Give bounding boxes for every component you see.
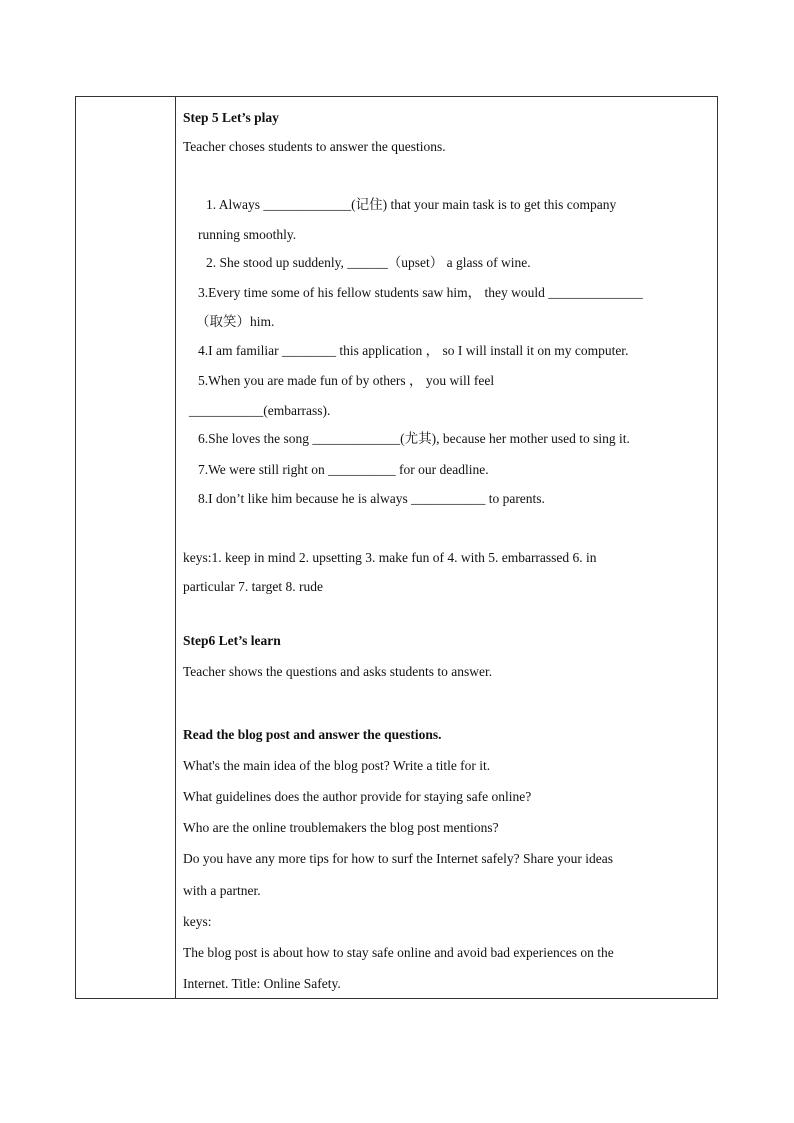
- step6-keys-label: keys:: [183, 914, 212, 929]
- table-left-column: [76, 97, 176, 998]
- question-1-line-2: running smoothly.: [198, 227, 297, 242]
- step5-keys-line-2: particular 7. target 8. rude: [183, 579, 323, 594]
- step6-answer-line-1: The blog post is about how to stay safe online and avoid bad experiences on the: [183, 945, 614, 960]
- reading-question-4-line-2: with a partner.: [183, 883, 261, 898]
- question-2: 2. She stood up suddenly, ______（upset） a glass of wine.: [206, 255, 531, 270]
- step5-intro: Teacher choses students to answer the questions.: [183, 139, 446, 154]
- question-5-line-1: 5.When you are made fun of by others ， you will feel: [198, 373, 495, 388]
- reading-question-4-line-1: Do you have any more tips for how to surf the Internet safely? Share your ideas: [183, 851, 613, 866]
- reading-task: Read the blog post and answer the questions.: [183, 727, 442, 742]
- lesson-table: [75, 96, 718, 999]
- step6-answer-line-2: Internet. Title: Online Safety.: [183, 976, 341, 991]
- question-7: 7.We were still right on __________ for our deadline.: [198, 462, 489, 477]
- question-3-line-1: 3.Every time some of his fellow students saw him， they would ______________: [198, 285, 643, 300]
- question-8: 8.I don’t like him because he is always ___________ to parents.: [198, 491, 545, 506]
- step5-keys-line-1: keys:1. keep in mind 2. upsetting 3. make fun of 4. with 5. embarrassed 6. in: [183, 550, 597, 565]
- step6-heading: Step6 Let’s learn: [183, 633, 281, 648]
- reading-question-1: What's the main idea of the blog post? Write a title for it.: [183, 758, 491, 773]
- reading-question-3: Who are the online troublemakers the blog post mentions?: [183, 820, 499, 835]
- question-3-line-2: （取笑）him.: [196, 314, 275, 329]
- question-4: 4.I am familiar ________ this application ， so I will install it on my computer.: [198, 343, 629, 358]
- step6-intro: Teacher shows the questions and asks students to answer.: [183, 664, 493, 679]
- step5-heading: Step 5 Let’s play: [183, 110, 279, 125]
- question-1-line-1: 1. Always _____________(记住) that your main task is to get this company: [206, 197, 617, 212]
- reading-question-2: What guidelines does the author provide for staying safe online?: [183, 789, 532, 804]
- question-5-line-2: ___________(embarrass).: [189, 403, 331, 418]
- question-6: 6.She loves the song _____________(尤其), because her mother used to sing it.: [198, 431, 630, 446]
